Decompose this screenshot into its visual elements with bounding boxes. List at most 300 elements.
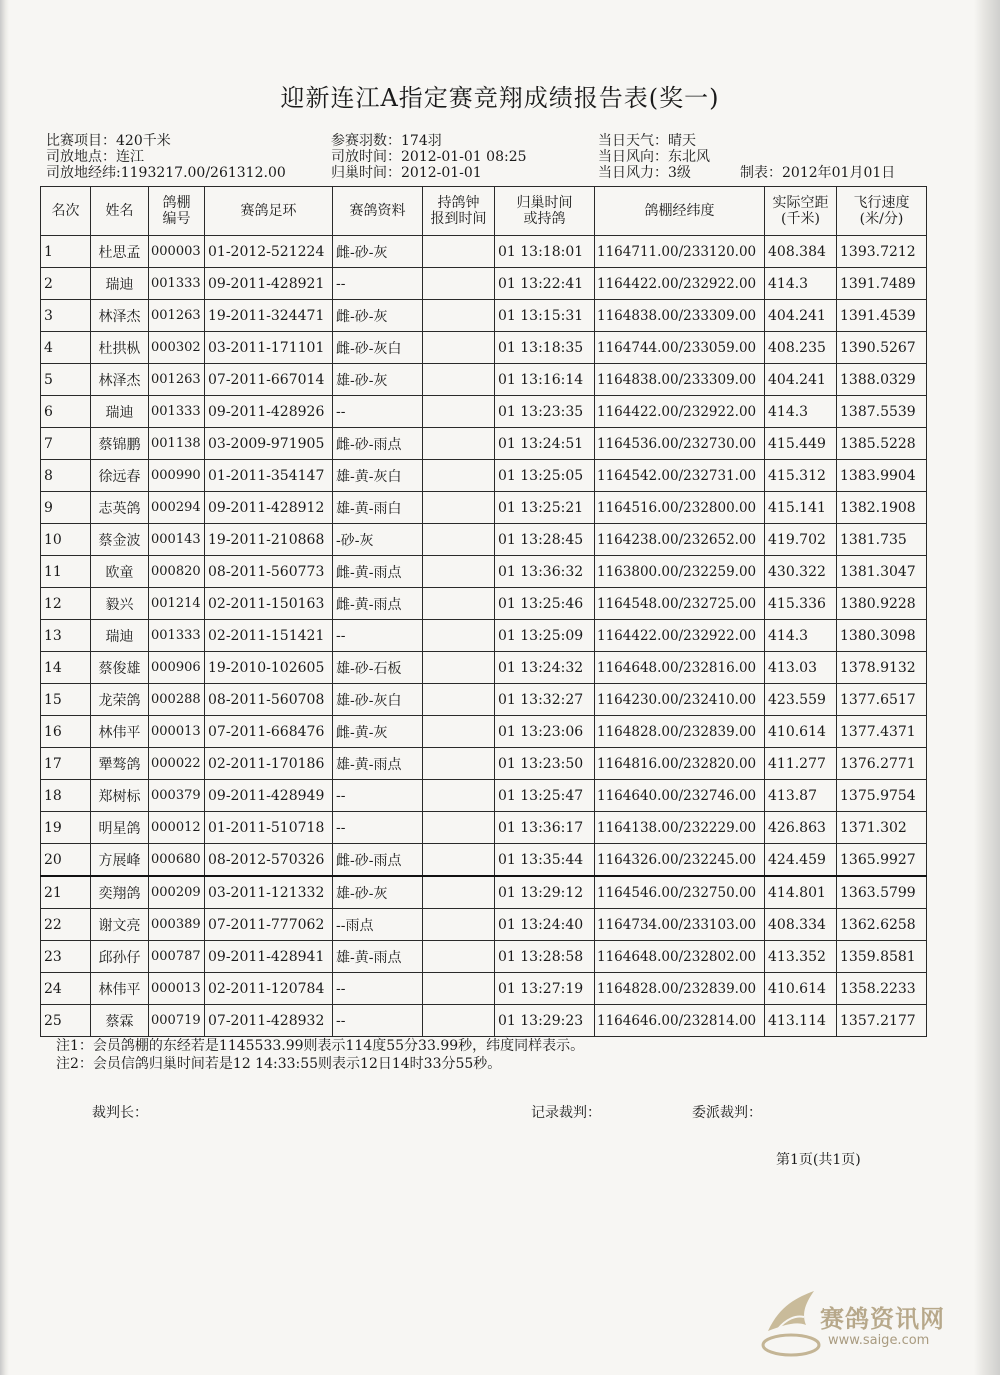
- cell-rank: 7: [41, 428, 91, 460]
- cell-name: 林泽杰: [91, 300, 149, 332]
- table-row: [41, 268, 927, 300]
- cell-distance: 414.3: [765, 268, 837, 300]
- cell-arrival: 01 13:28:58: [495, 941, 595, 973]
- table-row: [41, 684, 927, 716]
- cell-distance: 408.235: [765, 332, 837, 364]
- cell-loft: 001333: [149, 620, 205, 652]
- table-row: [41, 236, 927, 268]
- header-arrival: 归巢时间 或持鸽: [495, 187, 595, 236]
- cell-speed: 1380.9228: [837, 588, 927, 620]
- meta-prepared-date: 制表：2012年01月01日: [740, 165, 896, 181]
- table-row: [41, 812, 927, 844]
- cell-arrival: 01 13:18:35: [495, 332, 595, 364]
- cell-distance: 415.141: [765, 492, 837, 524]
- table-row: [41, 364, 927, 396]
- cell-coords: 1164816.00/232820.00: [595, 748, 765, 780]
- table-row: [41, 492, 927, 524]
- table-row: [41, 620, 927, 652]
- cell-loft: 000013: [149, 716, 205, 748]
- cell-ring: 09-2011-428912: [205, 492, 333, 524]
- cell-coords: 1164230.00/232410.00: [595, 684, 765, 716]
- cell-speed: 1357.2177: [837, 1005, 927, 1037]
- cell-ring: 09-2011-428921: [205, 268, 333, 300]
- watermark: [758, 1285, 968, 1365]
- cell-clock: [423, 909, 495, 941]
- cell-arrival: 01 13:36:17: [495, 812, 595, 844]
- cell-ring: 09-2011-428949: [205, 780, 333, 812]
- cell-info: 雌-黄-灰: [333, 716, 423, 748]
- cell-ring: 02-2011-120784: [205, 973, 333, 1005]
- cell-loft: 000990: [149, 460, 205, 492]
- note-2: 注2：会员信鸽归巢时间若是12 14:33:55则表示12日14时33分55秒。: [56, 1056, 502, 1072]
- cell-clock: [423, 236, 495, 268]
- cell-info: --: [333, 812, 423, 844]
- cell-loft: 000379: [149, 780, 205, 812]
- cell-info: --: [333, 780, 423, 812]
- cell-arrival: 01 13:25:21: [495, 492, 595, 524]
- cell-name: 志英鸽: [91, 492, 149, 524]
- cell-clock: [423, 812, 495, 844]
- cell-info: 雌-砂-灰: [333, 300, 423, 332]
- cell-info: --雨点: [333, 909, 423, 941]
- cell-speed: 1388.0329: [837, 364, 927, 396]
- cell-name: 龙荣鸽: [91, 684, 149, 716]
- cell-ring: 01-2011-354147: [205, 460, 333, 492]
- cell-ring: 02-2011-151421: [205, 620, 333, 652]
- cell-rank: 2: [41, 268, 91, 300]
- header-coords: 鸽棚经纬度: [595, 187, 765, 236]
- watermark-name: 赛鸽资讯网: [820, 1305, 945, 1333]
- table-row: [41, 652, 927, 684]
- cell-ring: 08-2011-560773: [205, 556, 333, 588]
- cell-coords: 1164422.00/232922.00: [595, 396, 765, 428]
- table-row: [41, 332, 927, 364]
- cell-speed: 1359.8581: [837, 941, 927, 973]
- cell-loft: 000022: [149, 748, 205, 780]
- cell-arrival: 01 13:29:12: [495, 876, 595, 909]
- cell-distance: 415.449: [765, 428, 837, 460]
- cell-distance: 410.614: [765, 716, 837, 748]
- cell-distance: 413.87: [765, 780, 837, 812]
- cell-name: 徐远春: [91, 460, 149, 492]
- cell-rank: 14: [41, 652, 91, 684]
- cell-ring: 02-2011-170186: [205, 748, 333, 780]
- cell-loft: 001263: [149, 300, 205, 332]
- cell-coords: 1164646.00/232814.00: [595, 1005, 765, 1037]
- cell-coords: 1164516.00/232800.00: [595, 492, 765, 524]
- cell-name: 瑞迪: [91, 268, 149, 300]
- cell-distance: 414.3: [765, 396, 837, 428]
- cell-clock: [423, 876, 495, 909]
- cell-loft: 000012: [149, 812, 205, 844]
- cell-name: 杜拱枞: [91, 332, 149, 364]
- cell-rank: 21: [41, 876, 91, 909]
- cell-loft: 000680: [149, 844, 205, 877]
- cell-ring: 19-2011-324471: [205, 300, 333, 332]
- note-1: 注1：会员鸽棚的东经若是1145533.99则表示114度55分33.99秒，纬度同样表示。: [56, 1038, 585, 1054]
- cell-rank: 15: [41, 684, 91, 716]
- cell-name: 林泽杰: [91, 364, 149, 396]
- meta-weather: 当日天气：晴天: [598, 133, 696, 149]
- table-body: [41, 236, 927, 1037]
- cell-arrival: 01 13:25:46: [495, 588, 595, 620]
- table-row: [41, 876, 927, 909]
- cell-loft: 000143: [149, 524, 205, 556]
- cell-ring: 09-2011-428926: [205, 396, 333, 428]
- cell-loft: 001214: [149, 588, 205, 620]
- cell-info: --: [333, 973, 423, 1005]
- meta-entries: 参赛羽数：174羽: [331, 133, 442, 149]
- cell-ring: 03-2011-171101: [205, 332, 333, 364]
- cell-clock: [423, 844, 495, 877]
- cell-name: 欧童: [91, 556, 149, 588]
- cell-info: 雌-砂-雨点: [333, 844, 423, 877]
- cell-speed: 1383.9904: [837, 460, 927, 492]
- page-edge-left: [0, 0, 9, 1375]
- watermark-url: www.saige.com: [828, 1333, 930, 1348]
- cell-arrival: 01 13:32:27: [495, 684, 595, 716]
- cell-name: 蔡锦鹏: [91, 428, 149, 460]
- cell-clock: [423, 620, 495, 652]
- cell-distance: 410.614: [765, 973, 837, 1005]
- cell-loft: 001138: [149, 428, 205, 460]
- cell-clock: [423, 332, 495, 364]
- meta-return-time: 归巢时间：2012-01-01: [331, 165, 482, 181]
- cell-loft: 000209: [149, 876, 205, 909]
- cell-loft: 000003: [149, 236, 205, 268]
- cell-arrival: 01 13:23:50: [495, 748, 595, 780]
- table-row: [41, 716, 927, 748]
- cell-distance: 415.336: [765, 588, 837, 620]
- cell-clock: [423, 716, 495, 748]
- cell-coords: 1164828.00/232839.00: [595, 716, 765, 748]
- cell-arrival: 01 13:23:06: [495, 716, 595, 748]
- cell-rank: 23: [41, 941, 91, 973]
- report-title: 迎新连江A指定赛竞翔成绩报告表(奖一): [280, 84, 720, 112]
- header-name: 姓名: [91, 187, 149, 236]
- table-row: [41, 780, 927, 812]
- cell-distance: 404.241: [765, 364, 837, 396]
- cell-clock: [423, 652, 495, 684]
- cell-rank: 22: [41, 909, 91, 941]
- cell-name: 瑞迪: [91, 620, 149, 652]
- cell-coords: 1164838.00/233309.00: [595, 364, 765, 396]
- cell-speed: 1381.3047: [837, 556, 927, 588]
- cell-info: 雌-砂-灰: [333, 236, 423, 268]
- header-clock: 持鸽钟 报到时间: [423, 187, 495, 236]
- page-edge-right: [974, 0, 1000, 1375]
- table-row: [41, 428, 927, 460]
- meta-release-time: 司放时间：2012-01-01 08:25: [331, 149, 527, 165]
- cell-rank: 18: [41, 780, 91, 812]
- table-row: [41, 1005, 927, 1037]
- table-row: [41, 524, 927, 556]
- cell-arrival: 01 13:23:35: [495, 396, 595, 428]
- meta-wind-force: 当日风力：3级: [598, 165, 691, 181]
- cell-rank: 1: [41, 236, 91, 268]
- cell-info: 雄-砂-灰: [333, 364, 423, 396]
- cell-loft: 000787: [149, 941, 205, 973]
- cell-info: 雄-黄-雨白: [333, 492, 423, 524]
- cell-info: --: [333, 1005, 423, 1037]
- page-number: 第1页(共1页): [776, 1152, 861, 1168]
- cell-name: 林伟平: [91, 716, 149, 748]
- cell-info: 雄-砂-灰: [333, 876, 423, 909]
- cell-info: 雄-黄-雨点: [333, 941, 423, 973]
- cell-clock: [423, 524, 495, 556]
- cell-distance: 404.241: [765, 300, 837, 332]
- cell-clock: [423, 556, 495, 588]
- cell-coords: 1164422.00/232922.00: [595, 268, 765, 300]
- cell-name: 谢文亮: [91, 909, 149, 941]
- cell-coords: 1164422.00/232922.00: [595, 620, 765, 652]
- cell-coords: 1163800.00/232259.00: [595, 556, 765, 588]
- table-row: [41, 844, 927, 877]
- cell-name: 蔡俊雄: [91, 652, 149, 684]
- results-table: [40, 186, 927, 1037]
- header-info: 赛鸽资料: [333, 187, 423, 236]
- cell-loft: 001333: [149, 268, 205, 300]
- cell-name: 方展峰: [91, 844, 149, 877]
- cell-distance: 415.312: [765, 460, 837, 492]
- cell-coords: 1164138.00/232229.00: [595, 812, 765, 844]
- cell-clock: [423, 268, 495, 300]
- cell-name: 杜思孟: [91, 236, 149, 268]
- cell-rank: 16: [41, 716, 91, 748]
- cell-rank: 17: [41, 748, 91, 780]
- cell-arrival: 01 13:24:40: [495, 909, 595, 941]
- cell-clock: [423, 941, 495, 973]
- cell-loft: 001263: [149, 364, 205, 396]
- signature-chief: 裁判长：: [92, 1105, 148, 1121]
- cell-rank: 24: [41, 973, 91, 1005]
- cell-speed: 1358.2233: [837, 973, 927, 1005]
- table-row: [41, 909, 927, 941]
- cell-info: 雌-黄-雨点: [333, 588, 423, 620]
- cell-ring: 07-2011-428932: [205, 1005, 333, 1037]
- table-row: [41, 748, 927, 780]
- cell-rank: 5: [41, 364, 91, 396]
- cell-name: 奕翔鸽: [91, 876, 149, 909]
- cell-ring: 19-2010-102605: [205, 652, 333, 684]
- cell-coords: 1164744.00/233059.00: [595, 332, 765, 364]
- cell-loft: 000719: [149, 1005, 205, 1037]
- cell-speed: 1385.5228: [837, 428, 927, 460]
- cell-name: 蔡霖: [91, 1005, 149, 1037]
- cell-ring: 19-2011-210868: [205, 524, 333, 556]
- cell-info: 雌-砂-雨点: [333, 428, 423, 460]
- table-row: [41, 556, 927, 588]
- cell-rank: 4: [41, 332, 91, 364]
- cell-arrival: 01 13:25:47: [495, 780, 595, 812]
- table-row: [41, 973, 927, 1005]
- cell-distance: 424.459: [765, 844, 837, 877]
- signature-delegate: 委派裁判：: [692, 1105, 762, 1121]
- cell-coords: 1164536.00/232730.00: [595, 428, 765, 460]
- cell-clock: [423, 780, 495, 812]
- cell-distance: 408.334: [765, 909, 837, 941]
- cell-coords: 1164711.00/233120.00: [595, 236, 765, 268]
- cell-loft: 000294: [149, 492, 205, 524]
- cell-speed: 1365.9927: [837, 844, 927, 877]
- cell-info: --: [333, 268, 423, 300]
- table-row: [41, 588, 927, 620]
- cell-clock: [423, 300, 495, 332]
- meta-release-coords: 司放地经纬:1193217.00/261312.00: [46, 165, 286, 181]
- cell-loft: 000288: [149, 684, 205, 716]
- cell-rank: 19: [41, 812, 91, 844]
- cell-ring: 08-2012-570326: [205, 844, 333, 877]
- cell-name: 明星鸽: [91, 812, 149, 844]
- cell-speed: 1391.7489: [837, 268, 927, 300]
- cell-distance: 413.114: [765, 1005, 837, 1037]
- cell-distance: 413.03: [765, 652, 837, 684]
- footnotes: [56, 1037, 584, 1073]
- header-distance: 实际空距 (千米): [765, 187, 837, 236]
- cell-clock: [423, 396, 495, 428]
- cell-info: 雌-黄-雨点: [333, 556, 423, 588]
- cell-rank: 12: [41, 588, 91, 620]
- cell-name: 蔡金波: [91, 524, 149, 556]
- cell-distance: 413.352: [765, 941, 837, 973]
- cell-info: --: [333, 620, 423, 652]
- cell-info: -砂-灰: [333, 524, 423, 556]
- cell-name: 犟骜鸽: [91, 748, 149, 780]
- cell-coords: 1164326.00/232245.00: [595, 844, 765, 877]
- signature-recorder: 记录裁判：: [531, 1105, 601, 1121]
- cell-distance: 414.3: [765, 620, 837, 652]
- cell-rank: 13: [41, 620, 91, 652]
- header-loft: 鸽棚 编号: [149, 187, 205, 236]
- cell-loft: 000389: [149, 909, 205, 941]
- cell-clock: [423, 748, 495, 780]
- cell-info: 雌-砂-灰白: [333, 332, 423, 364]
- cell-info: 雄-黄-雨点: [333, 748, 423, 780]
- cell-speed: 1377.4371: [837, 716, 927, 748]
- cell-speed: 1390.5267: [837, 332, 927, 364]
- pigeon-logo-icon: [758, 1285, 824, 1363]
- cell-info: 雄-黄-灰白: [333, 460, 423, 492]
- cell-ring: 09-2011-428941: [205, 941, 333, 973]
- cell-rank: 6: [41, 396, 91, 428]
- cell-clock: [423, 492, 495, 524]
- cell-rank: 9: [41, 492, 91, 524]
- cell-arrival: 01 13:22:41: [495, 268, 595, 300]
- cell-name: 瑞迪: [91, 396, 149, 428]
- cell-rank: 3: [41, 300, 91, 332]
- cell-arrival: 01 13:25:09: [495, 620, 595, 652]
- cell-coords: 1164648.00/232802.00: [595, 941, 765, 973]
- cell-info: --: [333, 396, 423, 428]
- cell-ring: 07-2011-668476: [205, 716, 333, 748]
- cell-clock: [423, 428, 495, 460]
- cell-ring: 03-2011-121332: [205, 876, 333, 909]
- cell-speed: 1382.1908: [837, 492, 927, 524]
- cell-speed: 1387.5539: [837, 396, 927, 428]
- cell-clock: [423, 364, 495, 396]
- cell-name: 毅兴: [91, 588, 149, 620]
- table-row: [41, 300, 927, 332]
- header-ring: 赛鸽足环: [205, 187, 333, 236]
- cell-rank: 20: [41, 844, 91, 877]
- cell-rank: 10: [41, 524, 91, 556]
- cell-arrival: 01 13:25:05: [495, 460, 595, 492]
- cell-name: 邱孙仔: [91, 941, 149, 973]
- cell-distance: 419.702: [765, 524, 837, 556]
- cell-coords: 1164828.00/232839.00: [595, 973, 765, 1005]
- cell-loft: 001333: [149, 396, 205, 428]
- cell-speed: 1378.9132: [837, 652, 927, 684]
- cell-distance: 411.277: [765, 748, 837, 780]
- cell-name: 郑树标: [91, 780, 149, 812]
- cell-distance: 430.322: [765, 556, 837, 588]
- cell-speed: 1393.7212: [837, 236, 927, 268]
- cell-loft: 000013: [149, 973, 205, 1005]
- table-row: [41, 460, 927, 492]
- cell-ring: 08-2011-560708: [205, 684, 333, 716]
- table-row: [41, 941, 927, 973]
- cell-info: 雄-砂-灰白: [333, 684, 423, 716]
- cell-distance: 408.384: [765, 236, 837, 268]
- cell-ring: 07-2011-667014: [205, 364, 333, 396]
- cell-speed: 1362.6258: [837, 909, 927, 941]
- cell-clock: [423, 1005, 495, 1037]
- cell-arrival: 01 13:18:01: [495, 236, 595, 268]
- cell-speed: 1363.5799: [837, 876, 927, 909]
- cell-speed: 1376.2771: [837, 748, 927, 780]
- cell-speed: 1371.302: [837, 812, 927, 844]
- cell-loft: 000820: [149, 556, 205, 588]
- cell-ring: 01-2012-521224: [205, 236, 333, 268]
- cell-clock: [423, 460, 495, 492]
- cell-distance: 414.801: [765, 876, 837, 909]
- cell-speed: 1375.9754: [837, 780, 927, 812]
- cell-speed: 1381.735: [837, 524, 927, 556]
- cell-arrival: 01 13:16:14: [495, 364, 595, 396]
- cell-rank: 11: [41, 556, 91, 588]
- cell-distance: 426.863: [765, 812, 837, 844]
- cell-arrival: 01 13:36:32: [495, 556, 595, 588]
- cell-clock: [423, 684, 495, 716]
- header-speed: 飞行速度 (米/分): [837, 187, 927, 236]
- header-rank: 名次: [41, 187, 91, 236]
- cell-speed: 1377.6517: [837, 684, 927, 716]
- cell-speed: 1380.3098: [837, 620, 927, 652]
- cell-ring: 07-2011-777062: [205, 909, 333, 941]
- cell-arrival: 01 13:27:19: [495, 973, 595, 1005]
- cell-arrival: 01 13:35:44: [495, 844, 595, 877]
- table-header-row: [41, 187, 927, 236]
- cell-speed: 1391.4539: [837, 300, 927, 332]
- cell-coords: 1164238.00/232652.00: [595, 524, 765, 556]
- cell-name: 林伟平: [91, 973, 149, 1005]
- cell-coords: 1164838.00/233309.00: [595, 300, 765, 332]
- meta-wind-direction: 当日风向：东北风: [598, 149, 710, 165]
- cell-coords: 1164546.00/232750.00: [595, 876, 765, 909]
- cell-ring: 01-2011-510718: [205, 812, 333, 844]
- cell-arrival: 01 13:15:31: [495, 300, 595, 332]
- cell-arrival: 01 13:28:45: [495, 524, 595, 556]
- cell-coords: 1164548.00/232725.00: [595, 588, 765, 620]
- meta-release-place: 司放地点：连江: [46, 149, 144, 165]
- cell-loft: 000302: [149, 332, 205, 364]
- cell-coords: 1164640.00/232746.00: [595, 780, 765, 812]
- cell-distance: 423.559: [765, 684, 837, 716]
- cell-rank: 25: [41, 1005, 91, 1037]
- cell-coords: 1164648.00/232816.00: [595, 652, 765, 684]
- table-row: [41, 396, 927, 428]
- cell-coords: 1164734.00/233103.00: [595, 909, 765, 941]
